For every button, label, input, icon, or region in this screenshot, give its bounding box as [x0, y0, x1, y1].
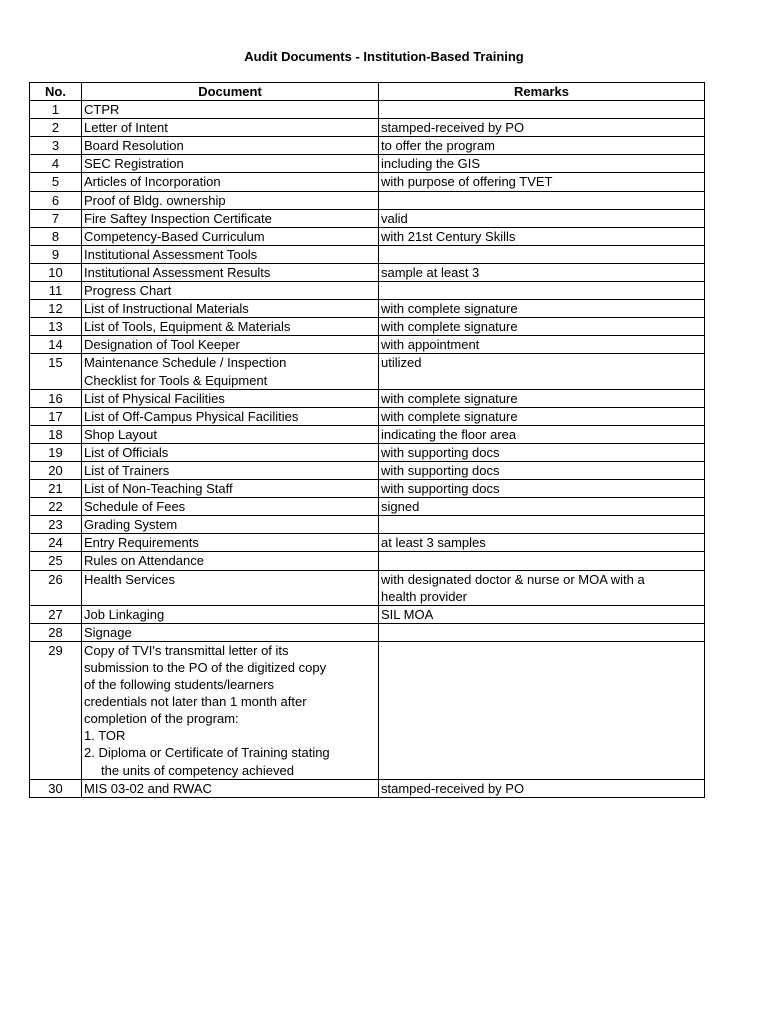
document-cell	[82, 209, 379, 227]
document-cell	[82, 641, 379, 779]
table-row	[30, 155, 705, 173]
document-text: Grading System	[84, 517, 178, 533]
table-row	[30, 534, 705, 552]
remarks-cell	[379, 480, 705, 498]
document-text: of the following students/learners	[84, 677, 275, 693]
document-text: Designation of Tool Keeper	[84, 337, 240, 353]
document-cell	[82, 570, 379, 605]
remarks-cell	[379, 516, 705, 534]
table-row	[30, 443, 705, 461]
remarks-text	[381, 101, 702, 118]
remarks-text: with designated doctor & nurse or MOA with a	[381, 571, 645, 587]
table-row	[30, 389, 705, 407]
remarks-cell	[379, 155, 705, 173]
document-cell	[82, 119, 379, 137]
remarks-cell	[379, 570, 705, 605]
document-text: the units of competency achieved	[101, 762, 294, 778]
table-row	[30, 209, 705, 227]
document-cell	[82, 354, 379, 389]
remarks-cell	[379, 389, 705, 407]
document-cell	[82, 191, 379, 209]
document-text: 1. TOR	[84, 728, 126, 744]
document-cell	[82, 101, 379, 119]
table-row	[30, 498, 705, 516]
row-number: 19	[30, 443, 82, 461]
remarks-text: with complete signature	[381, 301, 518, 317]
remarks-text: with appointment	[381, 337, 480, 353]
remarks-cell	[379, 425, 705, 443]
table-row	[30, 245, 705, 263]
row-number: 14	[30, 336, 82, 354]
table-row	[30, 336, 705, 354]
row-number: 15	[30, 354, 82, 389]
remarks-text: with complete signature	[381, 408, 518, 424]
document-text: credentials not later than 1 month after	[84, 694, 307, 710]
remarks-text: signed	[381, 499, 420, 515]
table-row	[30, 101, 705, 119]
remarks-text: with complete signature	[381, 390, 518, 406]
document-text: Proof of Bldg. ownership	[84, 192, 226, 208]
row-number: 1	[30, 101, 82, 119]
document-cell	[82, 282, 379, 300]
row-number: 8	[30, 227, 82, 245]
remarks-cell	[379, 534, 705, 552]
document-text: Checklist for Tools & Equipment	[84, 372, 268, 388]
remarks-cell	[379, 779, 705, 797]
remarks-cell	[379, 354, 705, 389]
table-row	[30, 300, 705, 318]
remarks-cell	[379, 282, 705, 300]
document-text: Schedule of Fees	[84, 499, 186, 515]
document-text: List of Tools, Equipment & Materials	[84, 319, 291, 335]
remarks-text	[381, 192, 702, 209]
table-row	[30, 480, 705, 498]
table-body	[30, 101, 705, 798]
remarks-text	[381, 642, 702, 659]
table-row	[30, 282, 705, 300]
remarks-text: at least 3 samples	[381, 535, 486, 551]
remarks-cell	[379, 461, 705, 479]
table-row	[30, 191, 705, 209]
row-number: 6	[30, 191, 82, 209]
document-text: MIS 03-02 and RWAC	[84, 780, 212, 796]
remarks-text: stamped-received by PO	[381, 120, 525, 136]
document-text: List of Off-Campus Physical Facilities	[84, 408, 299, 424]
document-text: Rules on Attendance	[84, 553, 204, 569]
table-row	[30, 137, 705, 155]
table-row	[30, 552, 705, 570]
row-number: 11	[30, 282, 82, 300]
remarks-cell	[379, 623, 705, 641]
remarks-cell	[379, 498, 705, 516]
remarks-text: with supporting docs	[381, 444, 500, 460]
document-text: List of Trainers	[84, 462, 170, 478]
table-row	[30, 318, 705, 336]
remarks-cell	[379, 443, 705, 461]
remarks-cell	[379, 336, 705, 354]
document-text: submission to the PO of the digitized copy	[84, 660, 327, 675]
document-cell	[82, 263, 379, 281]
table-row	[30, 173, 705, 191]
document-text: Maintenance Schedule / Inspection	[84, 355, 287, 371]
remarks-cell	[379, 605, 705, 623]
table-row	[30, 425, 705, 443]
remarks-cell	[379, 119, 705, 137]
document-text: Competency-Based Curriculum	[84, 228, 265, 244]
audit-documents-table	[29, 82, 705, 798]
document-cell	[82, 480, 379, 498]
row-number: 28	[30, 623, 82, 641]
document-cell	[82, 227, 379, 245]
document-text: completion of the program:	[84, 711, 239, 727]
table-row	[30, 461, 705, 479]
remarks-text: stamped-received by PO	[381, 780, 525, 796]
row-number: 9	[30, 245, 82, 263]
remarks-cell	[379, 227, 705, 245]
document-cell	[82, 155, 379, 173]
document-text: Shop Layout	[84, 426, 158, 442]
document-text: CTPR	[84, 102, 120, 118]
header-remarks: Remarks	[379, 83, 705, 101]
document-cell	[82, 425, 379, 443]
document-text: Signage	[84, 624, 132, 640]
remarks-text	[381, 624, 702, 641]
row-number: 17	[30, 407, 82, 425]
document-text: Institutional Assessment Results	[84, 264, 271, 280]
table-row	[30, 623, 705, 641]
remarks-text	[381, 552, 702, 569]
document-text: 2. Diploma or Certificate of Training stating	[84, 745, 330, 761]
table-row	[30, 407, 705, 425]
document-cell	[82, 137, 379, 155]
remarks-text: with complete signature	[381, 319, 518, 335]
document-cell	[82, 173, 379, 191]
document-cell	[82, 516, 379, 534]
document-cell	[82, 605, 379, 623]
table-row	[30, 263, 705, 281]
remarks-cell	[379, 191, 705, 209]
document-text: List of Physical Facilities	[84, 390, 225, 406]
row-number: 4	[30, 155, 82, 173]
row-number: 18	[30, 425, 82, 443]
document-text: Copy of TVI's transmittal letter of its	[84, 642, 289, 658]
remarks-cell	[379, 137, 705, 155]
table-row	[30, 641, 705, 779]
remarks-text: valid	[381, 210, 408, 226]
remarks-cell	[379, 173, 705, 191]
row-number: 25	[30, 552, 82, 570]
remarks-text	[381, 246, 702, 263]
remarks-cell	[379, 552, 705, 570]
table-row	[30, 570, 705, 605]
document-text: Health Services	[84, 571, 176, 587]
remarks-text: sample at least 3	[381, 264, 480, 280]
remarks-text	[381, 282, 702, 299]
row-number: 24	[30, 534, 82, 552]
document-cell	[82, 552, 379, 570]
remarks-text: utilized	[381, 355, 422, 371]
document-text: List of Non-Teaching Staff	[84, 481, 233, 497]
header-no: No.	[30, 83, 82, 101]
remarks-cell	[379, 263, 705, 281]
document-text: Board Resolution	[84, 138, 184, 154]
remarks-text: health provider	[381, 588, 467, 604]
remarks-text: including the GIS	[381, 156, 481, 172]
document-text: Progress Chart	[84, 283, 172, 299]
row-number: 29	[30, 641, 82, 779]
row-number: 3	[30, 137, 82, 155]
document-text: Job Linkaging	[84, 606, 165, 622]
remarks-cell	[379, 407, 705, 425]
remarks-text: with supporting docs	[381, 462, 500, 478]
document-cell	[82, 318, 379, 336]
document-title: Audit Documents - Institution-Based Training	[244, 49, 524, 64]
document-cell	[82, 245, 379, 263]
row-number: 23	[30, 516, 82, 534]
remarks-text: SIL MOA	[381, 606, 434, 622]
row-number: 20	[30, 461, 82, 479]
document-text: Letter of Intent	[84, 120, 168, 136]
table-header-row	[30, 83, 705, 101]
document-cell	[82, 623, 379, 641]
header-document: Document	[82, 83, 379, 101]
document-text: Institutional Assessment Tools	[84, 246, 258, 262]
remarks-text: to offer the program	[381, 138, 495, 154]
remarks-cell	[379, 641, 705, 779]
table-row	[30, 779, 705, 797]
remarks-cell	[379, 209, 705, 227]
document-cell	[82, 534, 379, 552]
row-number: 30	[30, 779, 82, 797]
document-text: List of Instructional Materials	[84, 301, 249, 317]
document-cell	[82, 498, 379, 516]
document-text: Entry Requirements	[84, 535, 199, 551]
remarks-cell	[379, 318, 705, 336]
document-cell	[82, 443, 379, 461]
row-number: 2	[30, 119, 82, 137]
document-text: Fire Saftey Inspection Certificate	[84, 210, 272, 226]
table-row	[30, 119, 705, 137]
row-number: 26	[30, 570, 82, 605]
row-number: 7	[30, 209, 82, 227]
table-row	[30, 227, 705, 245]
remarks-text: with 21st Century Skills	[381, 228, 516, 244]
remarks-cell	[379, 101, 705, 119]
remarks-text: with supporting docs	[381, 481, 500, 497]
remarks-cell	[379, 245, 705, 263]
document-cell	[82, 300, 379, 318]
row-number: 13	[30, 318, 82, 336]
remarks-text: with purpose of offering TVET	[381, 174, 553, 190]
table-row	[30, 354, 705, 389]
document-cell	[82, 336, 379, 354]
remarks-cell	[379, 300, 705, 318]
remarks-text	[381, 516, 702, 533]
document-cell	[82, 461, 379, 479]
document-text: Articles of Incorporation	[84, 174, 221, 190]
document-cell	[82, 779, 379, 797]
table-row	[30, 516, 705, 534]
row-number: 22	[30, 498, 82, 516]
row-number: 27	[30, 605, 82, 623]
table-row	[30, 605, 705, 623]
row-number: 5	[30, 173, 82, 191]
row-number: 12	[30, 300, 82, 318]
document-cell	[82, 389, 379, 407]
document-text: SEC Registration	[84, 156, 184, 172]
remarks-text: indicating the floor area	[381, 426, 517, 442]
row-number: 10	[30, 263, 82, 281]
document-text: List of Officials	[84, 444, 169, 460]
row-number: 21	[30, 480, 82, 498]
document-cell	[82, 407, 379, 425]
row-number: 16	[30, 389, 82, 407]
